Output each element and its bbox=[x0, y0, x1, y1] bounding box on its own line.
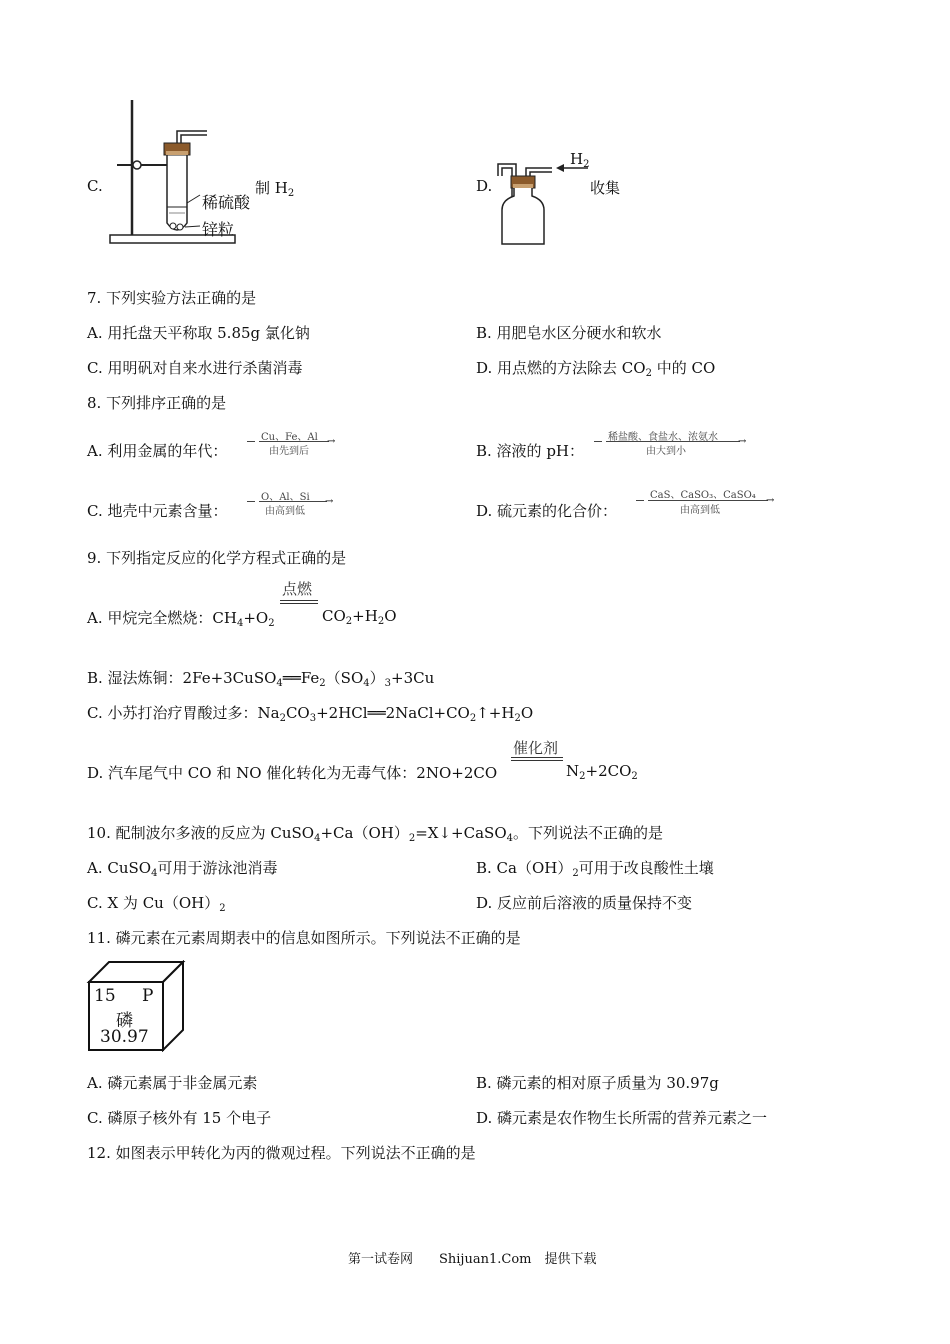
question-10-option-b: B. $Ca(OH)_2$可用于改良酸性土壤 bbox=[476, 859, 714, 879]
question-7-option-c: C. 用明矾对自来水进行杀菌消毒 bbox=[87, 359, 303, 377]
option-d-text: 收集 bbox=[590, 179, 621, 197]
hydrogen-generator-diagram bbox=[105, 95, 285, 255]
question-7-option-b: B. 用肥皂水区分硬水和软水 bbox=[476, 324, 662, 342]
question-9-stem: 9. 下列指定反应的化学方程式正确的是 bbox=[87, 549, 347, 567]
question-7-option-a: A. 用托盘天平称取 5.85g 氯化钠 bbox=[87, 324, 310, 342]
option-c-label: C. bbox=[87, 177, 103, 195]
question-11-stem: 11. 磷元素在元素周期表中的信息如图所示。下列说法不正确的是 bbox=[87, 929, 521, 947]
question-8-option-d-arrow: CaS、CaSO₃、CaSO₄ → 由高到低 bbox=[634, 486, 774, 514]
question-10-option-a: A. CuSO$_4$可用于游泳池消毒 bbox=[87, 859, 278, 879]
element-symbol: P bbox=[142, 986, 154, 1006]
question-8-option-d: D. 硫元素的化合价： bbox=[476, 502, 618, 520]
question-9-option-a-condition: 点燃 bbox=[280, 578, 320, 608]
question-10-option-c: C. X 为 $Cu(OH)_2$ bbox=[87, 894, 226, 914]
element-atomic-mass: 30.97 bbox=[100, 1027, 149, 1047]
question-7-option-d: D. 用点燃的方法除去 $CO_2$ 中的 CO bbox=[476, 359, 716, 379]
question-9-option-c: C. 小苏打治疗胃酸过多：$Na_2CO_3+2HCl══2NaCl+CO_2↑+H_2O$ bbox=[87, 704, 534, 724]
question-12-stem: 12. 如图表示甲转化为丙的微观过程。下列说法不正确的是 bbox=[87, 1144, 476, 1162]
question-9-option-d-products: $N_2+2CO_2$ bbox=[566, 762, 638, 782]
question-10-stem: 10. 配制波尔多液的反应为 $CuSO_4+Ca(OH)_2=X↓+CaSO_4$。下列说法不正确的是 bbox=[87, 824, 664, 844]
question-8-option-c-arrow: O、Al、Si → 由高到低 bbox=[245, 488, 335, 514]
question-10-option-d: D. 反应前后溶液的质量保持不变 bbox=[476, 894, 693, 912]
question-11-option-d: D. 磷元素是农作物生长所需的营养元素之一 bbox=[476, 1109, 768, 1127]
question-8-option-b: B. 溶液的 pH： bbox=[476, 442, 585, 460]
question-9-option-a-products: $CO_2+H_2O$ bbox=[322, 607, 397, 627]
option-d-label: D. bbox=[476, 177, 493, 195]
reagent-label-zinc: 锌粒 bbox=[202, 220, 235, 239]
question-11-option-b: B. 磷元素的相对原子质量为 30.97g bbox=[476, 1074, 719, 1092]
question-11-option-a: A. 磷元素属于非金属元素 bbox=[87, 1074, 258, 1092]
element-name: 磷 bbox=[116, 1011, 133, 1031]
element-atomic-number: 15 bbox=[94, 986, 116, 1006]
question-8-option-b-arrow: 稀盐酸、食盐水、浓氨水 → 由大到小 bbox=[592, 428, 752, 454]
reagent-label-dilute-sulfuric-acid: 稀硫酸 bbox=[202, 193, 251, 212]
gas-label-h2: $H_2$ bbox=[570, 150, 590, 170]
question-8-stem: 8. 下列排序正确的是 bbox=[87, 394, 227, 412]
question-7-stem: 7. 下列实验方法正确的是 bbox=[87, 289, 257, 307]
question-9-option-a: A. 甲烷完全燃烧：$CH_4+O_2$ bbox=[87, 609, 275, 629]
question-9-option-d-condition: 催化剂 bbox=[511, 737, 567, 767]
question-8-option-a: A. 利用金属的年代： bbox=[87, 442, 228, 460]
question-8-option-c: C. 地壳中元素含量： bbox=[87, 502, 228, 520]
question-8-option-a-arrow: Cu、Fe、Al → 由先到后 bbox=[245, 428, 337, 454]
question-11-option-c: C. 磷原子核外有 15 个电子 bbox=[87, 1109, 272, 1127]
option-c-text: 制 $H_2$ bbox=[255, 179, 295, 199]
question-9-option-b: B. 湿法炼铜：$2Fe+3CuSO_4══Fe_2(SO_4)_3+3Cu$ bbox=[87, 669, 435, 689]
page-footer: 第一试卷网 Shijuan1.Com 提供下载 bbox=[348, 1252, 597, 1267]
question-9-option-d: D. 汽车尾气中 CO 和 NO 催化转化为无毒气体：2NO+2CO bbox=[87, 764, 498, 782]
